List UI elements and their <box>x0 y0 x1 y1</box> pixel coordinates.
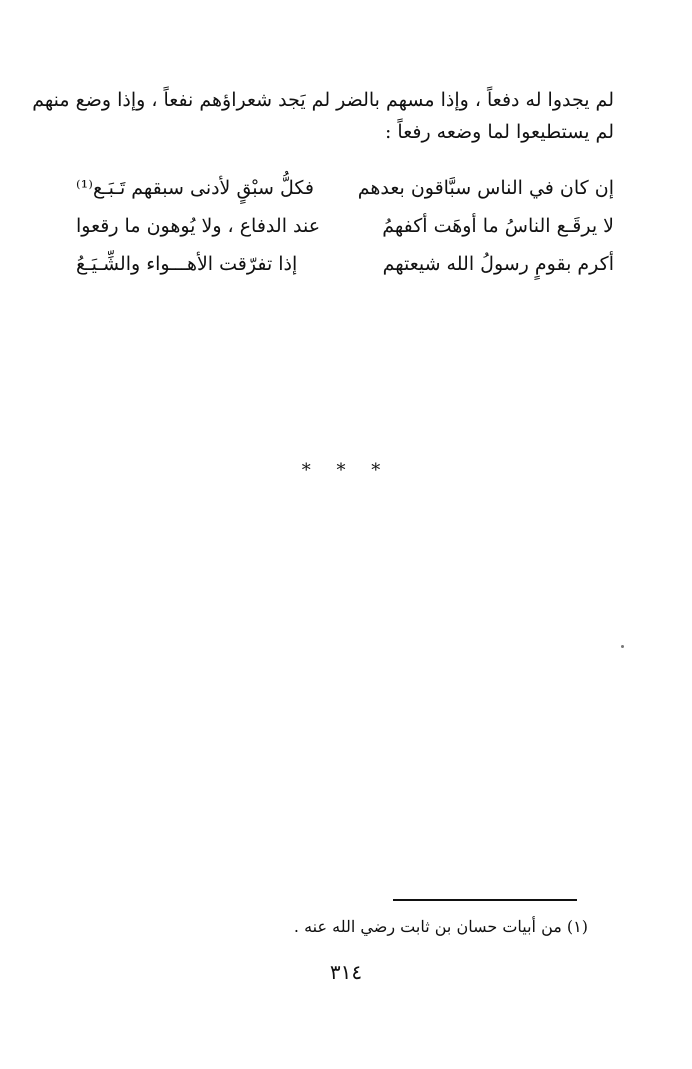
footnote-text: (١) من أبيات حسان بن ثابت رضي الله عنه . <box>293 917 588 936</box>
prose-line-1: لم يجدوا له دفعاً ، وإذا مسهم بالضر لم يَجد شعراؤهم نفعاً ، وإذا وضع منهم <box>32 89 614 111</box>
verse-3-second-hemistich: إذا تفرّقت الأهـــواء والشِّـيَـعُ <box>76 253 298 275</box>
poem-verse-2 <box>76 207 614 245</box>
prose-line-2: لم يستطيعوا لما وضعه رفعاً : <box>384 121 614 143</box>
verse-2-second-hemistich: عند الدفاع ، ولا يُوهون ما رقعوا <box>76 215 321 237</box>
footnote-divider <box>393 899 577 901</box>
poem-verse-3 <box>76 245 614 283</box>
verse-2-first-hemistich: لا يرقَـع الناسُ ما أوهَت أكفهمُ <box>382 215 614 237</box>
print-speck <box>621 645 624 648</box>
prose-paragraph <box>32 84 614 148</box>
verse-3-first-hemistich: أكرم بقومٍ رسولُ الله شيعتهم <box>382 253 614 275</box>
poem-verse-1 <box>76 169 614 207</box>
section-separator: * * * <box>301 460 391 481</box>
verse-1-first-hemistich: إن كان في الناس سبَّاقون بعدهم <box>357 177 614 199</box>
page-number: ٣١٤ <box>329 960 363 984</box>
poem-block <box>76 169 614 283</box>
verse-1-second-hemistich: فكلُّ سبْقٍ لأدنى سبقهم تَـبَـع⁽¹⁾ <box>76 177 314 199</box>
